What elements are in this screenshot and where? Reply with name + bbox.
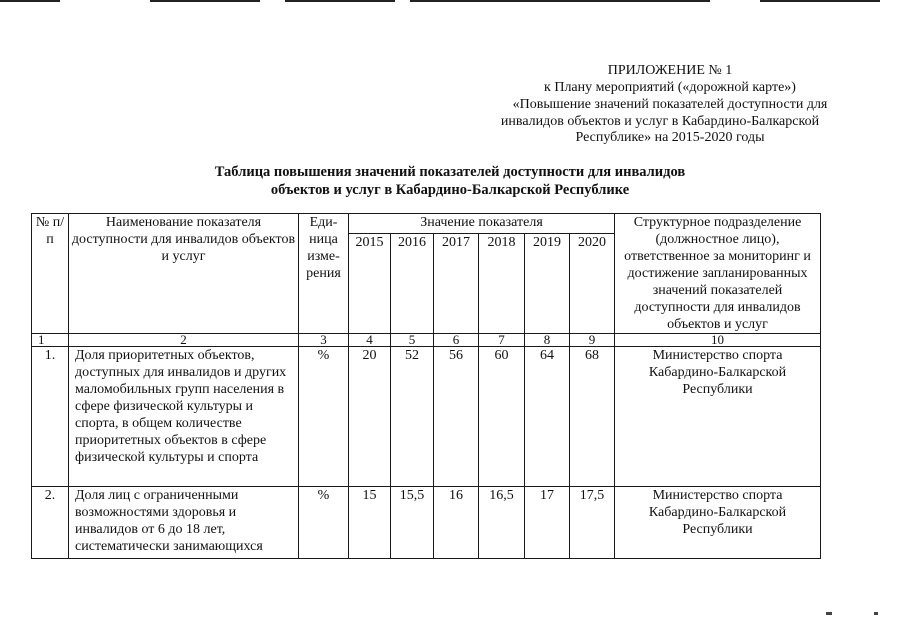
header-year: 2017 bbox=[434, 234, 479, 334]
row-indicator-name: Доля приоритетных объектов, доступных для инвалидов и других маломобильных групп населения в сфере физической культуры и спорта, в общем количестве приоритетных объектов в сфере физической культуры и спорта bbox=[69, 347, 299, 487]
row-num: 1. bbox=[32, 347, 69, 487]
header-year: 2020 bbox=[570, 234, 615, 334]
column-number: 8 bbox=[525, 334, 570, 347]
column-number: 2 bbox=[69, 334, 299, 347]
header-value-group: Значение показателя bbox=[349, 214, 615, 234]
row-responsible: Министерство спорта Кабардино-Балкарской Республики bbox=[615, 347, 821, 487]
scan-edge-line bbox=[0, 0, 60, 2]
row-value: 17 bbox=[525, 487, 570, 559]
row-responsible: Министерство спорта Кабардино-Балкарской Республики bbox=[615, 487, 821, 559]
appendix-title: ПРИЛОЖЕНИЕ № 1 bbox=[607, 63, 733, 78]
column-number: 7 bbox=[479, 334, 525, 347]
appendix-line: инвалидов объектов и услуг в Кабардино-Балкарской bbox=[500, 114, 820, 129]
column-number-row bbox=[32, 334, 821, 347]
row-unit: % bbox=[299, 347, 349, 487]
column-number: 1 bbox=[32, 334, 69, 347]
row-unit: % bbox=[299, 487, 349, 559]
header-responsible: Структурное подразделение (должностное лицо), ответственное за мониторинг и достижение запланированных значений показателей доступности для инвалидов объектов и услуг bbox=[615, 214, 821, 334]
row-num: 2. bbox=[32, 487, 69, 559]
table-title-line: объектов и услуг в Кабардино-Балкарской Республике bbox=[270, 182, 630, 198]
row-value: 56 bbox=[434, 347, 479, 487]
table-row bbox=[32, 487, 821, 559]
column-number: 5 bbox=[391, 334, 434, 347]
indicators-table bbox=[31, 213, 821, 559]
row-value: 52 bbox=[391, 347, 434, 487]
header-indicator-name: Наименование показателя доступности для инвалидов объектов и услуг bbox=[69, 214, 299, 334]
table-row bbox=[32, 347, 821, 487]
row-value: 15 bbox=[349, 487, 391, 559]
appendix-line: Республике» на 2015-2020 годы bbox=[575, 130, 765, 145]
column-number: 9 bbox=[570, 334, 615, 347]
row-indicator-name: Доля лиц с ограниченными возможностями здоровья и инвалидов от 6 до 18 лет, систематически занимающихся bbox=[69, 487, 299, 559]
row-value: 16 bbox=[434, 487, 479, 559]
column-number: 3 bbox=[299, 334, 349, 347]
scan-edge-line bbox=[285, 0, 395, 2]
scan-speck bbox=[874, 612, 878, 615]
header-year: 2019 bbox=[525, 234, 570, 334]
appendix-line: «Повышение значений показателей доступности для bbox=[512, 97, 828, 112]
row-value: 68 bbox=[570, 347, 615, 487]
appendix-line: к Плану мероприятий («дорожной карте») bbox=[544, 80, 796, 95]
column-number: 6 bbox=[434, 334, 479, 347]
scan-speck bbox=[826, 612, 832, 615]
header-year: 2015 bbox=[349, 234, 391, 334]
column-number: 4 bbox=[349, 334, 391, 347]
row-value: 17,5 bbox=[570, 487, 615, 559]
scan-edge-line bbox=[760, 0, 880, 2]
row-value: 15,5 bbox=[391, 487, 434, 559]
scan-edge-line bbox=[410, 0, 710, 2]
header-unit: Еди-ница изме-рения bbox=[299, 214, 349, 334]
row-value: 64 bbox=[525, 347, 570, 487]
row-value: 16,5 bbox=[479, 487, 525, 559]
header-num: № п/п bbox=[32, 214, 69, 334]
column-number: 10 bbox=[615, 334, 821, 347]
header-year: 2018 bbox=[479, 234, 525, 334]
table-title-line: Таблица повышения значений показателей доступности для инвалидов bbox=[214, 164, 686, 180]
scan-edge-line bbox=[150, 0, 260, 2]
row-value: 20 bbox=[349, 347, 391, 487]
row-value: 60 bbox=[479, 347, 525, 487]
header-year: 2016 bbox=[391, 234, 434, 334]
